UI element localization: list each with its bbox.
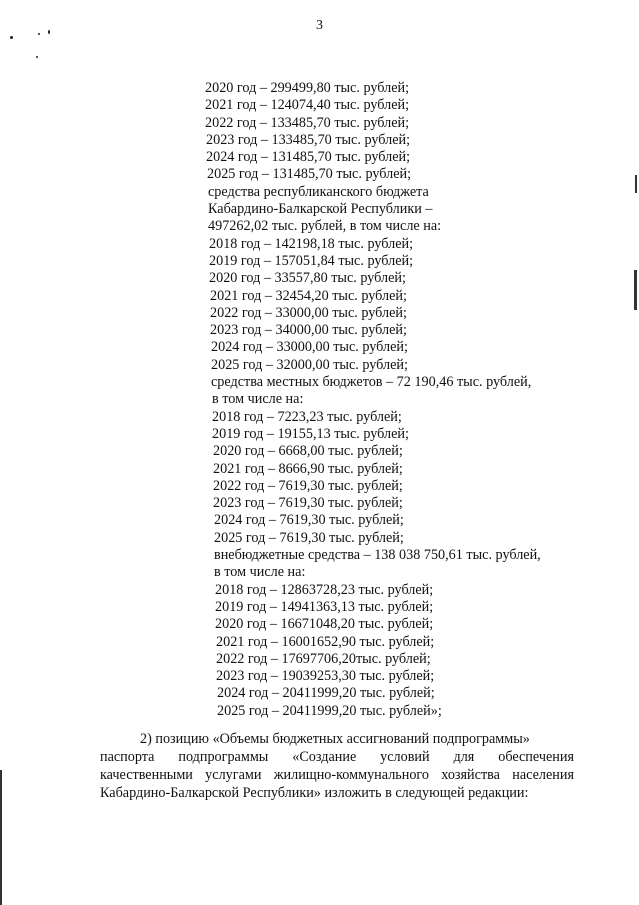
amendment-paragraph: [100, 730, 574, 802]
list-line: 2024 год – 20411999,20 тыс. рублей;: [217, 685, 435, 702]
list-line: 2019 год – 14941363,13 тыс. рублей;: [215, 598, 434, 615]
list-line: внебюджетные средства – 138 038 750,61 тыс. рублей,: [214, 547, 541, 564]
list-line: 2019 год – 19155,13 тыс. рублей;: [212, 425, 409, 442]
list-line: 2018 год – 7223,23 тыс. рублей;: [212, 408, 402, 425]
list-line: 2018 год – 12863728,23 тыс. рублей;: [215, 581, 434, 598]
list-line: 2021 год – 8666,90 тыс. рублей;: [213, 460, 403, 477]
list-line: 2022 год – 33000,00 тыс. рублей;: [210, 304, 407, 321]
paragraph-line: 2) позицию «Объемы бюджетных ассигнований подпрограммы»: [140, 731, 530, 747]
scan-speck: [36, 56, 38, 58]
list-line: 2022 год – 133485,70 тыс. рублей;: [205, 114, 410, 131]
list-line: 2023 год – 7619,30 тыс. рублей;: [213, 495, 403, 512]
scan-edge-mark: [0, 770, 2, 905]
list-line: 2021 год – 16001652,90 тыс. рублей;: [216, 633, 435, 650]
list-line: в том числе на:: [214, 564, 306, 581]
scan-edge-mark: [635, 175, 637, 193]
paragraph-line: паспорта подпрограммы «Создание условий для обеспечения: [100, 749, 574, 765]
list-line: 2025 год – 7619,30 тыс. рублей;: [214, 529, 404, 546]
list-line: 2023 год – 19039253,30 тыс. рублей;: [216, 668, 435, 685]
list-line: 2024 год – 131485,70 тыс. рублей;: [206, 149, 411, 166]
list-line: 2024 год – 33000,00 тыс. рублей;: [211, 339, 408, 356]
list-line: в том числе на:: [212, 391, 304, 408]
paragraph-line: качественными услугами жилищно-коммунального хозяйства населения: [100, 767, 574, 783]
list-line: Кабардино-Балкарской Республики –: [208, 201, 433, 218]
list-line: 2023 год – 133485,70 тыс. рублей;: [206, 131, 411, 148]
list-line: 2020 год – 33557,80 тыс. рублей;: [209, 270, 406, 287]
list-line: 2023 год – 34000,00 тыс. рублей;: [210, 322, 407, 339]
page-number: 3: [316, 18, 323, 33]
list-line: средства местных бюджетов – 72 190,46 тыс. рублей,: [211, 374, 532, 391]
list-line: средства республиканского бюджета: [208, 183, 429, 200]
list-line: 2025 год – 32000,00 тыс. рублей;: [211, 356, 408, 373]
scan-edge-mark: [634, 270, 637, 310]
list-line: 2019 год – 157051,84 тыс. рублей;: [209, 252, 414, 269]
scan-speck: [48, 30, 50, 34]
scan-speck: [38, 33, 40, 35]
list-line: 2025 год – 131485,70 тыс. рублей;: [207, 166, 412, 183]
list-line: 2020 год – 16671048,20 тыс. рублей;: [215, 616, 434, 633]
list-line: 2022 год – 7619,30 тыс. рублей;: [213, 477, 403, 494]
list-line: 2021 год – 32454,20 тыс. рублей;: [210, 287, 407, 304]
list-line: 2025 год – 20411999,20 тыс. рублей»;: [217, 702, 442, 719]
list-line: 2022 год – 17697706,20тыс. рублей;: [216, 650, 431, 667]
list-line: 2020 год – 299499,80 тыс. рублей;: [205, 80, 410, 96]
list-line: 2018 год – 142198,18 тыс. рублей;: [209, 235, 414, 252]
list-line: 497262,02 тыс. рублей, в том числе на:: [208, 218, 442, 235]
paragraph-line: Кабардино-Балкарской Республики» изложить в следующей редакции:: [100, 785, 529, 801]
list-line: 2020 год – 6668,00 тыс. рублей;: [213, 443, 403, 460]
funding-list: [0, 80, 639, 720]
scan-speck: [10, 36, 13, 39]
list-line: 2021 год – 124074,40 тыс. рублей;: [205, 97, 410, 114]
list-line: 2024 год – 7619,30 тыс. рублей;: [214, 512, 404, 529]
